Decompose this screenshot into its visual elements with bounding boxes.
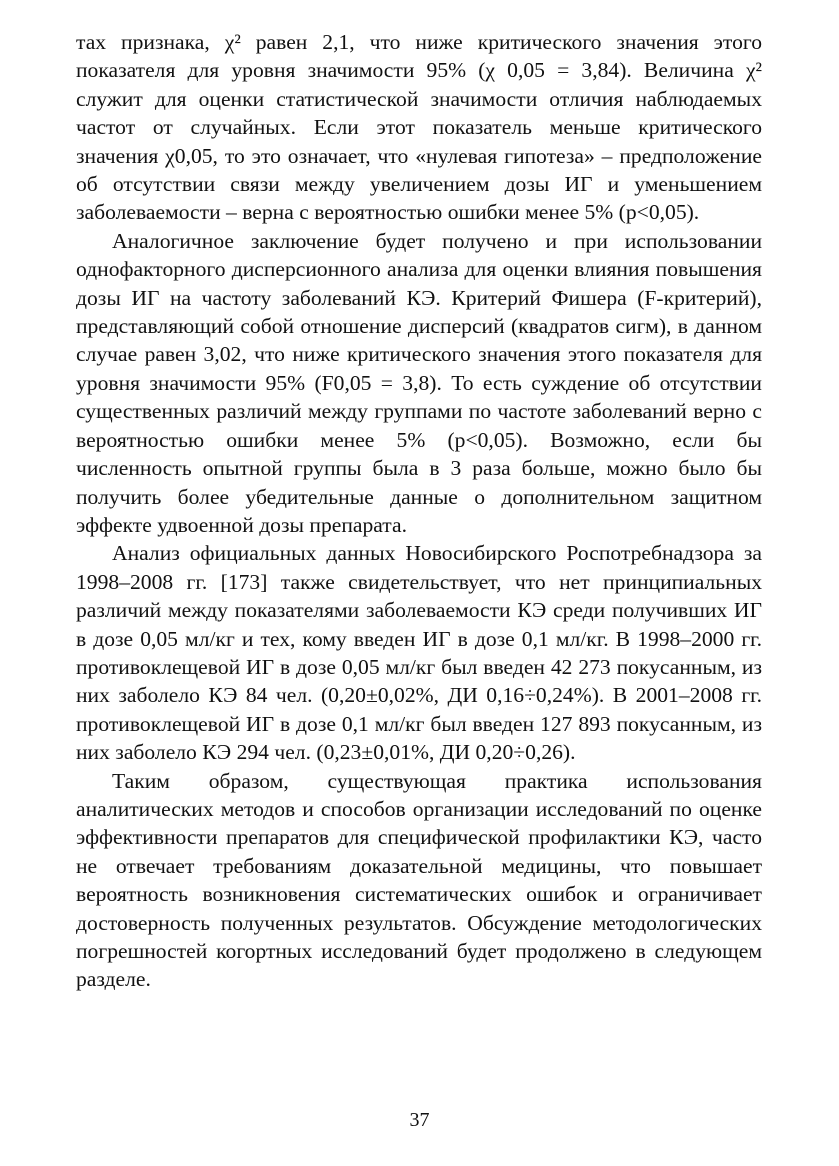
body-text bbox=[76, 28, 762, 994]
page-number: 37 bbox=[409, 1109, 430, 1131]
paragraph-anova: Аналогичное заключение будет получено и при использовании однофакторного дисперсионного анализа для оценки влияния повышения дозы ИГ на частоту заболеваний КЭ. Критерий Фишера (F-критерий), представляющий собой отношение дисперсий (квадратов сигм), в данном случае равен 3,02, что ниже критического значения этого показателя для уровня значимости 95% (F0,05 = 3,8). То есть суждение об отсутствии существенных различий между группами по частоте заболеваний верно с вероятностью ошибки менее 5% (p<0,05). Возможно, если бы численность опытной группы была в 3 раза больше, можно было бы получить более убедительные данные о дополнительном защитном эффекте удвоенной дозы препарата. bbox=[76, 228, 762, 537]
paragraph-conclusion: Таким образом, существующая практика использования аналитических методов и способов организации исследований по оценке эффективности препаратов для специфической профилактики КЭ, часто не отвечает требованиям доказательной медицины, что повышает вероятность возникновения систематических ошибок и ограничивает достоверность полученных результатов. Обсуждение методологических погрешностей когортных исследований будет продолжено в следующем разделе. bbox=[76, 768, 762, 992]
paragraph-official-data: Анализ официальных данных Новосибирского Роспотребнадзора за 1998–2008 гг. [173] также свидетельствует, что нет принципиальных различий между показателями заболеваемости КЭ среди получивших ИГ в дозе 0,05 мл/кг и тех, кому введен ИГ в дозе 0,1 мл/кг. В 1998–2000 гг. противоклещевой ИГ в дозе 0,05 мл/кг был введен 42 273 покусанным, из них заболело КЭ 84 чел. (0,20±0,02%, ДИ 0,16÷0,24%). В 2001–2008 гг. противоклещевой ИГ в дозе 0,1 мл/кг был введен 127 893 покусанным, из них заболело КЭ 294 чел. (0,23±0,01%, ДИ 0,20÷0,26). bbox=[76, 541, 762, 765]
paragraph-chi-square: тах признака, χ² равен 2,1, что ниже критического значения этого показателя для уровня значимости 95% (χ 0,05 = 3,84). Величина χ² служит для оценки статистической значимости отличия наблюдаемых частот от случайных. Если этот показатель меньше критического значения χ0,05, то это означает, что «нулевая гипотеза» – предположение об отсутствии связи между увеличением дозы ИГ и уменьшением заболеваемости – верна с вероятностью ошибки менее 5% (p<0,05). bbox=[76, 30, 762, 225]
